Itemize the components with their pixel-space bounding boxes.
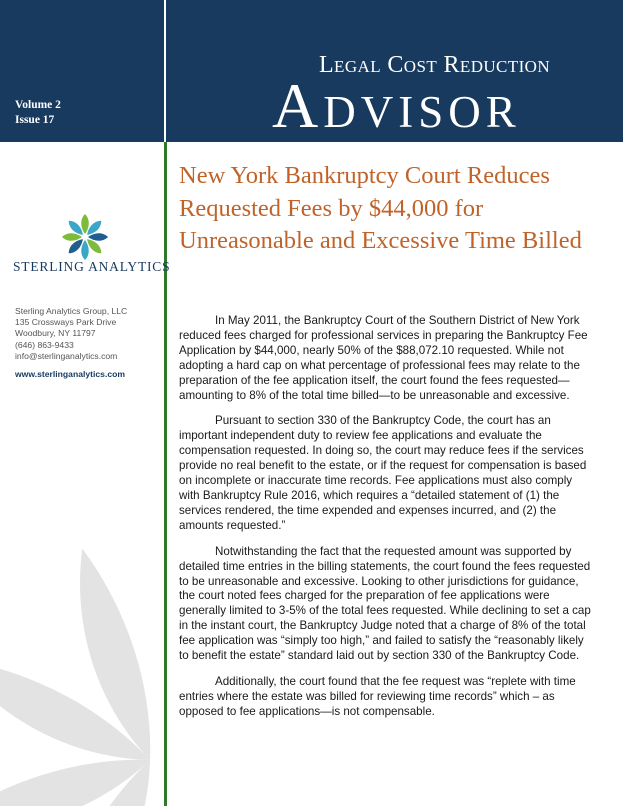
article-paragraph: In May 2011, the Bankruptcy Court of the Southern District of New York reduced fees charged for professional services in preparing the Bankruptcy Fee Application by $44,000, nearly 50% of the $88,072.10 requested. While not adopting a hard cap on what percentage of professional fees may relate to the preparation of the fee application itself, the court found the fees requested—amounting to 8% of the total time billed—to be unreasonable and excessive. (179, 314, 588, 402)
contact-email[interactable]: info@sterlinganalytics.com (15, 350, 118, 361)
contact-phone: (646) 863-9433 (15, 339, 74, 350)
volume-label: Volume 2 (15, 99, 61, 111)
contact-city: Woodbury, NY 11797 (15, 328, 96, 339)
issue-label: Issue 17 (15, 114, 55, 126)
article-paragraph: Notwithstanding the fact that the requested amount was supported by detailed time entries in the billing statements, the court found the fees requested to be unreasonable and excessive. Looking to other jurisdictions for guidance, the court noted fees charged for the preparation of fee applications were generally limited to 3-5% of the total fees requested. While declining to set a cap in the instant court, the Bankruptcy Judge noted that a charge of 8% of the total fee application was “simply too high,” and failed to satisfy the “reasonably likely to benefit the estate” standard laid out by section 330 of the Bankruptcy Code. (179, 544, 591, 663)
masthead-title: Advisor (272, 70, 521, 141)
article-headline: New York Bankruptcy Court Reduces Requested Fees by $44,000 for Unreasonable and Excessive Time Billed (179, 162, 582, 254)
decorative-petal-graphic (0, 430, 170, 806)
article-body (179, 314, 594, 731)
contact-company: Sterling Analytics Group, LLC (15, 306, 128, 316)
contact-street: 135 Crossways Park Drive (15, 317, 117, 328)
website-link[interactable]: www.sterlinganalytics.com (15, 369, 126, 379)
contact-block (15, 306, 127, 362)
company-name: STERLING ANALYTICS (13, 259, 171, 274)
sterling-analytics-logo-icon (60, 212, 110, 262)
masthead-subtitle: Legal Cost Reduction (319, 52, 550, 78)
issue-info (15, 98, 61, 128)
article-paragraph: Pursuant to section 330 of the Bankruptcy Code, the court has an important independent duty to review fee applications and evaluate the compensation requested. In doing so, the court may reduce fees if the services provide no real benefit to the estate, or if the request for compensation is based on incomplete or inaccurate time records. Fee applications must also comply with Bankruptcy Rule 2016, which requires a “detailed statement of (1) the services rendered, the time expended and expenses incurred, and (2) the amounts requested.” (179, 414, 587, 532)
article-paragraph: Additionally, the court found that the fee request was “replete with time entries where the estate was billed for reviewing time records” which – as opposed to fee applications—is not compensable. (179, 674, 576, 718)
